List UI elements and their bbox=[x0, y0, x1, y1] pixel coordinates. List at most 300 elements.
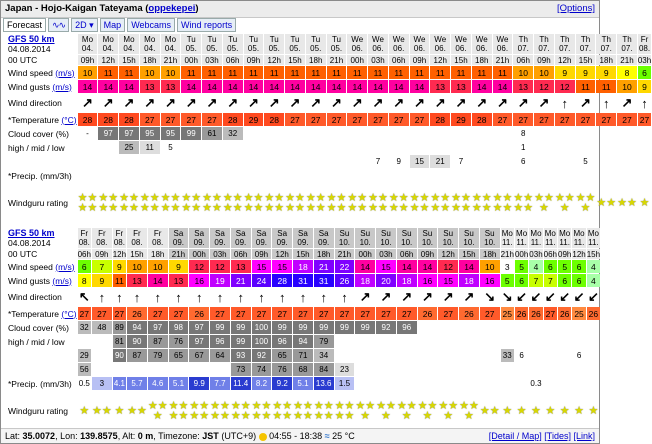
star-icon: ★ bbox=[302, 410, 313, 422]
cloud-low-cell bbox=[617, 155, 637, 168]
precip-cell bbox=[397, 377, 417, 390]
precip-cell bbox=[558, 377, 571, 390]
temperature-cell: 27 bbox=[148, 307, 168, 320]
model-link[interactable]: GFS 50 km bbox=[8, 34, 55, 44]
star-icon: ★ bbox=[564, 192, 575, 204]
star-icon: ★ bbox=[101, 405, 112, 417]
cloud-high-cell bbox=[438, 321, 458, 334]
tab-forecast[interactable]: Forecast bbox=[3, 18, 46, 32]
cloud-high-cell: 89 bbox=[113, 321, 126, 334]
cloud-low-cell bbox=[376, 349, 396, 362]
cloud-mid-cell: 76 bbox=[169, 335, 189, 348]
wind-direction-arrow-icon: ↑ bbox=[133, 289, 141, 305]
cloud-low-cell: 34 bbox=[314, 349, 334, 362]
cloud-high-cell bbox=[515, 321, 528, 334]
precip-cell bbox=[534, 169, 554, 182]
hour-cell: 12h bbox=[572, 249, 586, 259]
rating-stars bbox=[515, 391, 528, 431]
cloud-low-cell: 7 bbox=[375, 157, 381, 166]
unit-link[interactable]: (m/s) bbox=[52, 275, 72, 286]
precip-cell bbox=[515, 377, 528, 390]
tab-webcams[interactable]: Webcams bbox=[127, 18, 175, 32]
wind-speed-cell: 18 bbox=[293, 260, 313, 273]
cloud-low-cell bbox=[555, 155, 575, 168]
day-date: 05. bbox=[185, 44, 197, 53]
wind-speed-cell: 11 bbox=[119, 66, 139, 79]
star-icon: ★ bbox=[460, 202, 471, 214]
unit-link[interactable]: (°C) bbox=[61, 308, 77, 319]
wind-direction-arrow-icon: ↗ bbox=[380, 289, 392, 304]
day-header bbox=[306, 34, 326, 54]
wind-direction-arrow-icon: ↗ bbox=[463, 289, 475, 304]
wind-speed-cell: 7 bbox=[92, 260, 112, 273]
day-header bbox=[78, 34, 98, 54]
day-date: 09. bbox=[235, 238, 247, 247]
cloud-high-cell bbox=[572, 321, 585, 334]
star-icon: ★ bbox=[222, 192, 233, 204]
day-name: We bbox=[413, 35, 426, 44]
day-name: Su bbox=[422, 229, 433, 238]
options-link[interactable]: [Options] bbox=[556, 3, 595, 14]
temperature-cell: 27 bbox=[161, 113, 181, 126]
cloud-high-cell: 32 bbox=[78, 321, 91, 334]
cloud-high-cell: 32 bbox=[223, 127, 243, 140]
wind-direction-arrow-icon: ↗ bbox=[227, 95, 239, 110]
star-icon: ★ bbox=[543, 192, 554, 204]
cloud-high-cell: 97 bbox=[119, 127, 139, 140]
tab-2d[interactable]: 2D ▾ bbox=[71, 18, 98, 32]
cloud-high-cell: 94 bbox=[127, 321, 147, 334]
wind-gusts-cell: 4 bbox=[587, 274, 600, 287]
wind-gusts-cell: 14 bbox=[389, 80, 409, 93]
star-icon: ★ bbox=[79, 405, 90, 417]
rating-stars bbox=[430, 183, 450, 223]
day-date: 05. bbox=[330, 44, 343, 53]
unit-link[interactable]: (m/s) bbox=[52, 81, 72, 92]
cloud-high-cell bbox=[596, 127, 616, 140]
forecast-table-2 bbox=[3, 227, 601, 432]
wind-gusts-cell: 16 bbox=[480, 274, 500, 287]
precip-label: *Precip. (mm/3h) bbox=[8, 378, 72, 389]
rating-stars bbox=[306, 183, 326, 223]
cloud-low2-cell bbox=[459, 363, 479, 376]
tab-map[interactable]: Map bbox=[100, 18, 126, 32]
star-icon: ★ bbox=[210, 410, 220, 422]
day-date: 05. bbox=[289, 44, 301, 53]
wind-gusts-cell: 6 bbox=[515, 274, 528, 287]
temperature-cell: 27 bbox=[355, 307, 375, 320]
tab-graph-icon[interactable] bbox=[48, 18, 69, 32]
temperature-cell: 27 bbox=[79, 308, 90, 319]
star-icon: ★ bbox=[149, 202, 160, 214]
precip-cell bbox=[410, 169, 430, 182]
user-link[interactable]: oppekepei bbox=[148, 3, 196, 14]
day-name: Mo bbox=[516, 229, 528, 238]
wind-direction-arrow-icon: ↑ bbox=[195, 289, 203, 305]
rating-stars bbox=[410, 183, 430, 223]
precip-cell: 9.2 bbox=[272, 377, 292, 390]
wind-gusts-cell: 13 bbox=[430, 80, 450, 93]
cloud-low-cell: 29 bbox=[78, 349, 91, 362]
day-header bbox=[210, 228, 230, 248]
cloud-mid-cell bbox=[617, 141, 637, 154]
star-icon: ★ bbox=[334, 410, 345, 422]
star-icon: ★ bbox=[168, 410, 179, 422]
wind-gusts-cell: 10 bbox=[617, 80, 637, 93]
day-date: 11. bbox=[573, 238, 585, 247]
day-header bbox=[161, 34, 181, 54]
rating-stars bbox=[78, 391, 91, 431]
hour-cell: 06h bbox=[77, 249, 91, 259]
precip-label: *Precip. (mm/3h) bbox=[8, 170, 72, 181]
day-name: Mo bbox=[587, 229, 599, 238]
cloud-low2-cell bbox=[127, 363, 147, 376]
star-icon: ★ bbox=[323, 400, 334, 412]
precip-cell: 0.5 bbox=[78, 379, 90, 388]
link-link[interactable]: [Link] bbox=[573, 431, 595, 441]
wind-direction-arrow-icon: ↗ bbox=[206, 95, 218, 110]
star-icon: ★ bbox=[626, 197, 637, 209]
star-icon: ★ bbox=[211, 192, 222, 204]
temperature-cell: 26 bbox=[459, 307, 479, 320]
unit-link[interactable]: (m/s) bbox=[55, 67, 75, 78]
temperature-cell: 27 bbox=[202, 113, 222, 126]
model-link[interactable]: GFS 50 km bbox=[8, 228, 55, 238]
star-icon: ★ bbox=[261, 410, 272, 422]
day-header bbox=[169, 228, 189, 248]
cloud-low-cell: 71 bbox=[293, 349, 313, 362]
wind-direction-arrow-icon: ↑ bbox=[299, 289, 307, 305]
cloud-mid-cell: 99 bbox=[231, 335, 251, 348]
rating-stars bbox=[529, 391, 542, 431]
rating-stars bbox=[78, 183, 98, 223]
cloud-high-cell: 99 bbox=[335, 321, 355, 334]
wind-gusts-cell: 24 bbox=[252, 274, 272, 287]
cloud-high-cell bbox=[430, 127, 450, 140]
wind-gusts-cell: 7 bbox=[529, 274, 542, 287]
star-icon: ★ bbox=[377, 192, 388, 204]
day-name: Th bbox=[622, 35, 632, 44]
cloud-low2-label bbox=[4, 363, 77, 376]
cloud-low-cell bbox=[493, 155, 513, 168]
rating-stars bbox=[587, 391, 600, 431]
star-icon: ★ bbox=[326, 202, 337, 214]
rating-stars bbox=[327, 183, 347, 223]
star-icon: ★ bbox=[136, 405, 147, 417]
wind-speed-cell: 10 bbox=[534, 66, 554, 79]
temperature-cell: 26 bbox=[516, 308, 527, 319]
rating-stars bbox=[596, 183, 616, 223]
wind-direction-arrow-icon: ↗ bbox=[123, 95, 135, 110]
rating-stars bbox=[314, 391, 334, 431]
hour-cell: 09h bbox=[92, 249, 112, 259]
precip-cell bbox=[544, 377, 557, 390]
star-icon: ★ bbox=[160, 192, 171, 204]
cloud-low-cell: 33 bbox=[501, 349, 514, 362]
precip-cell: 9.9 bbox=[189, 377, 209, 390]
day-header bbox=[544, 228, 557, 248]
day-name: We bbox=[351, 35, 364, 44]
precip-cell: 5.1 bbox=[169, 377, 189, 390]
day-header bbox=[244, 34, 264, 54]
rating-stars bbox=[451, 183, 471, 223]
star-icon: ★ bbox=[440, 192, 451, 204]
wind-speed-cell: 11 bbox=[430, 66, 450, 79]
star-icon: ★ bbox=[419, 192, 430, 204]
wind-gusts-label bbox=[4, 80, 77, 93]
wind-gusts-text: Wind gusts bbox=[8, 275, 51, 286]
star-icon: ★ bbox=[430, 192, 441, 204]
cloud-low-cell bbox=[529, 349, 542, 362]
rating-stars bbox=[127, 391, 147, 431]
wind-speed-cell: 14 bbox=[397, 260, 417, 273]
precip-cell: 0.3 bbox=[530, 379, 542, 388]
cloud-low-cell: 87 bbox=[127, 349, 147, 362]
wind-speed-cell: 10 bbox=[127, 260, 147, 273]
precip-cell bbox=[389, 169, 409, 182]
star-icon: ★ bbox=[396, 400, 407, 412]
cloud-mid-cell bbox=[418, 335, 438, 348]
cloud-low2-cell: 23 bbox=[335, 363, 355, 376]
star-icon: ★ bbox=[87, 192, 98, 204]
cloud-mid-cell bbox=[181, 141, 201, 154]
cloud-low-cell: 90 bbox=[113, 349, 126, 362]
cloud-high-cell bbox=[389, 127, 409, 140]
day-date: 06. bbox=[434, 44, 446, 53]
hour-cell: 21h bbox=[169, 249, 189, 259]
wind-direction-arrow-icon: ↙ bbox=[587, 289, 599, 304]
unit-link[interactable]: (°C) bbox=[61, 114, 77, 125]
cloud-low-cell: 6 bbox=[521, 157, 526, 166]
star-icon: ★ bbox=[315, 192, 326, 204]
tides-link[interactable]: [Tides] bbox=[544, 431, 571, 441]
day-header bbox=[515, 228, 528, 248]
cloud-mid-cell bbox=[572, 335, 585, 348]
cloud-low-cell: 92 bbox=[252, 349, 272, 362]
temperature-cell: 26 bbox=[531, 308, 541, 319]
cloud-high-cell bbox=[244, 127, 264, 140]
day-name: Sa bbox=[318, 229, 329, 238]
star-icon: ★ bbox=[261, 400, 272, 412]
hour-cell: 03h bbox=[376, 249, 396, 259]
star-icon: ★ bbox=[294, 192, 305, 204]
precip-cell bbox=[376, 377, 396, 390]
star-icon: ★ bbox=[585, 192, 596, 204]
day-name: Sa bbox=[298, 229, 308, 238]
precip-cell bbox=[638, 169, 651, 182]
precip-cell bbox=[501, 377, 514, 390]
day-date: 04. bbox=[81, 44, 94, 53]
wind-direction-arrow-icon: ↑ bbox=[175, 289, 182, 305]
star-icon: ★ bbox=[464, 410, 474, 422]
cloud-low-cell: 65 bbox=[169, 349, 189, 362]
star-icon: ★ bbox=[199, 400, 210, 412]
star-icon: ★ bbox=[606, 197, 617, 209]
day-header bbox=[314, 228, 334, 248]
rating-stars bbox=[272, 391, 292, 431]
cloud-low-cell: 5 bbox=[583, 157, 588, 166]
day-name: Sa bbox=[277, 229, 288, 238]
star-icon: ★ bbox=[264, 202, 275, 214]
star-icon: ★ bbox=[502, 405, 513, 417]
cloud-low-cell bbox=[202, 155, 222, 168]
star-icon: ★ bbox=[574, 405, 584, 417]
temperature-cell: 27 bbox=[335, 307, 355, 320]
detail-map-link[interactable]: [Detail / Map] bbox=[488, 431, 542, 441]
cloud-high-cell bbox=[558, 321, 571, 334]
cloud-high-cell: 96 bbox=[397, 321, 417, 334]
star-icon: ★ bbox=[98, 192, 109, 204]
cloud-low2-cell: 76 bbox=[272, 363, 292, 376]
temperature-cell: 28 bbox=[78, 113, 98, 126]
star-icon: ★ bbox=[243, 192, 254, 204]
star-icon: ★ bbox=[210, 400, 220, 412]
day-name: Mo bbox=[530, 229, 542, 238]
star-icon: ★ bbox=[98, 202, 109, 214]
cloud-low2-cell bbox=[148, 363, 168, 376]
star-icon: ★ bbox=[502, 192, 513, 204]
wind-direction-arrow-icon: ↗ bbox=[476, 95, 488, 110]
wind-gusts-cell: 14 bbox=[181, 80, 201, 93]
star-icon: ★ bbox=[222, 202, 233, 214]
cloud-high-cell bbox=[576, 127, 596, 140]
day-date: 07. bbox=[579, 44, 592, 53]
unit-link[interactable]: (m/s) bbox=[55, 261, 75, 272]
cloud-mid-cell: 97 bbox=[189, 335, 209, 348]
rating-stars bbox=[210, 391, 230, 431]
hour-cell: 18h bbox=[480, 249, 500, 259]
wind-direction-arrow-icon: ↑ bbox=[98, 289, 106, 305]
day-date: 07. bbox=[600, 44, 612, 53]
cloud-high-cell bbox=[587, 321, 600, 334]
star-icon: ★ bbox=[357, 202, 368, 214]
star-icon: ★ bbox=[87, 202, 98, 214]
day-date: 04. bbox=[144, 44, 156, 53]
star-icon: ★ bbox=[282, 400, 293, 412]
wind-direction-arrow-icon: ↗ bbox=[331, 95, 342, 110]
star-icon: ★ bbox=[388, 202, 399, 214]
cloud-low-label bbox=[4, 155, 77, 168]
wind-gusts-cell: 14 bbox=[119, 80, 139, 93]
cloud-mid-cell bbox=[92, 335, 112, 348]
day-header bbox=[418, 228, 438, 248]
day-date: 06. bbox=[393, 44, 405, 53]
star-icon: ★ bbox=[554, 192, 565, 204]
star-icon: ★ bbox=[489, 405, 500, 417]
star-icon: ★ bbox=[251, 400, 262, 412]
star-icon: ★ bbox=[77, 192, 88, 204]
cloud-mid-cell: 87 bbox=[148, 335, 168, 348]
model-label bbox=[4, 228, 77, 248]
rating-label: Windguru rating bbox=[8, 406, 69, 416]
star-icon: ★ bbox=[398, 202, 409, 214]
star-icon: ★ bbox=[202, 192, 212, 204]
day-header bbox=[223, 34, 243, 54]
day-name: Mo bbox=[102, 35, 114, 44]
precip-cell bbox=[576, 169, 596, 182]
day-header bbox=[638, 34, 651, 54]
star-icon: ★ bbox=[451, 202, 461, 214]
precip-cell: 5.7 bbox=[127, 377, 147, 390]
wind-speed-cell: 11 bbox=[306, 66, 326, 79]
location-info: Lat: 35.0072, Lon: 139.8575, Alt: 0 m, Timezone: JST (UTC+9) 04:55 - 18:38 ≈ 25 °C bbox=[5, 431, 355, 441]
day-date: 05. bbox=[227, 44, 239, 53]
star-icon: ★ bbox=[365, 400, 376, 412]
star-icon: ★ bbox=[377, 202, 388, 214]
cloud-low-cell bbox=[472, 155, 492, 168]
day-header bbox=[480, 228, 500, 248]
day-name: Tu bbox=[186, 35, 196, 44]
day-name: We bbox=[475, 35, 488, 44]
hour-cell: 12h bbox=[555, 55, 575, 65]
hour-cell: 18h bbox=[314, 249, 334, 259]
wind-direction-arrow-icon: ↑ bbox=[602, 95, 610, 111]
wind-gusts-cell: 14 bbox=[148, 274, 168, 287]
day-name: Sa bbox=[235, 229, 246, 238]
hour-cell: 06h bbox=[389, 55, 409, 65]
star-icon: ★ bbox=[451, 192, 461, 204]
cloud-mid-cell bbox=[244, 141, 264, 154]
wind-gusts-cell: 14 bbox=[410, 80, 430, 93]
wind-direction-arrow-icon: ↗ bbox=[538, 95, 550, 110]
star-icon: ★ bbox=[128, 202, 139, 214]
hour-cell: 18h bbox=[596, 55, 616, 65]
cloud-mid-cell bbox=[397, 335, 417, 348]
cloud-low-cell bbox=[161, 155, 181, 168]
precip-cell bbox=[418, 377, 438, 390]
star-icon: ★ bbox=[181, 202, 192, 214]
day-date: 07. bbox=[538, 44, 550, 53]
wind-gusts-cell: 16 bbox=[418, 274, 438, 287]
wind-speed-cell: 6 bbox=[572, 260, 585, 273]
wind-speed-cell: 11 bbox=[472, 66, 492, 79]
cloud-mid-cell bbox=[376, 335, 396, 348]
run-date: 04.08.2014 bbox=[8, 44, 51, 54]
star-icon: ★ bbox=[409, 192, 420, 204]
temperature-cell: 27 bbox=[347, 113, 367, 126]
star-icon: ★ bbox=[211, 202, 222, 214]
wind-direction-arrow-icon: ↗ bbox=[248, 95, 259, 110]
wind-speed-cell: 9 bbox=[169, 260, 189, 273]
cloud-low-label bbox=[4, 349, 77, 362]
cloud-low-cell bbox=[534, 155, 554, 168]
day-name: Mo bbox=[144, 35, 156, 44]
star-icon: ★ bbox=[114, 405, 125, 417]
forecast-table-1 bbox=[3, 33, 652, 224]
wind-speed-cell: 11 bbox=[244, 66, 264, 79]
cloud-low-cell bbox=[558, 349, 571, 362]
star-icon: ★ bbox=[468, 400, 479, 412]
rating-stars bbox=[92, 391, 112, 431]
hour-cell: 09h bbox=[78, 55, 98, 65]
tab-wind-reports[interactable]: Wind reports bbox=[177, 18, 236, 32]
day-header bbox=[140, 34, 160, 54]
wind-direction-arrow-icon: ↘ bbox=[501, 289, 513, 304]
star-icon: ★ bbox=[285, 192, 295, 204]
wind-gusts-cell: 18 bbox=[397, 274, 417, 287]
star-icon: ★ bbox=[191, 202, 202, 214]
day-header bbox=[493, 34, 513, 54]
temperature-cell: 27 bbox=[545, 308, 556, 319]
star-icon: ★ bbox=[406, 400, 417, 412]
temperature-cell: 29 bbox=[451, 113, 471, 126]
wind-direction-arrow-icon: ↗ bbox=[393, 95, 405, 110]
wind-gusts-cell: 11 bbox=[596, 80, 616, 93]
cloud-low-cell bbox=[223, 155, 243, 168]
cloud-low2-cell: 73 bbox=[231, 363, 251, 376]
rating-stars bbox=[459, 391, 479, 431]
wind-speed-cell: 4 bbox=[529, 260, 542, 273]
